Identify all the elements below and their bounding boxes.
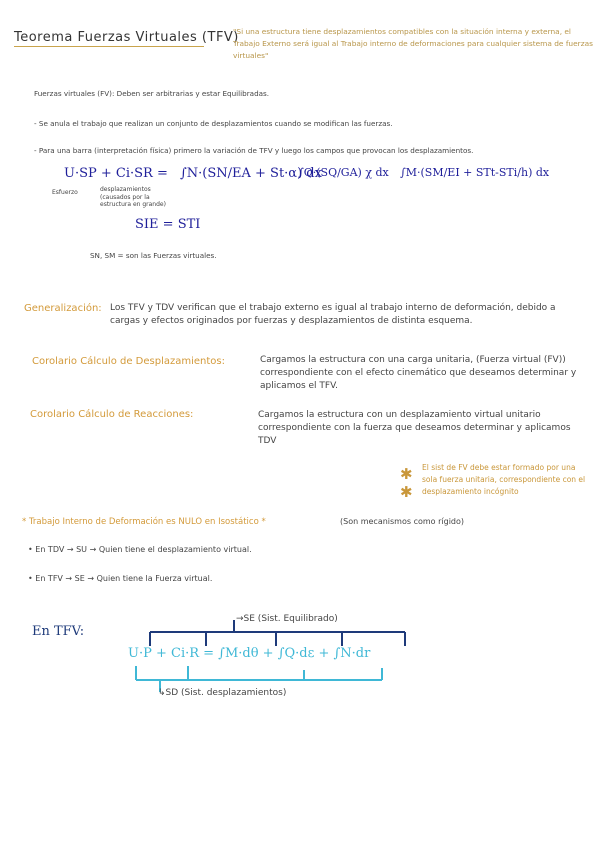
generalization-text: Los TFV y TDV verifican que el trabajo externo es igual al trabajo interno de deformación, debido a cargas y efectos originados por fuerzas y desplazamientos de distinta esquema. [110, 303, 556, 326]
work-heading: * Trabajo Interno de Deformación es NULO en Isostático * [22, 517, 266, 527]
side-note: El sist de FV debe estar formado por una sola fuerza unitaria, correspondiente con el desplazamiento incógnito [422, 463, 586, 496]
se-bracket-label: →SE (Sist. Equilibrado) [236, 614, 338, 624]
sd-bracket-label: ↳SD (Sist. desplazamientos) [158, 688, 287, 698]
formula-left: U·SP + Ci·SR = [64, 166, 168, 181]
virtual-forces-note: SN, SM = son las Fuerzas virtuales. [90, 251, 217, 260]
title-underline [14, 46, 204, 47]
theorem-quote: "Si una estructura tiene desplazamientos compatibles con la situación interna y externa, el Trabajo Externo será igual al Trabajo interno de deformaciones para cualquier sistema de fuerzas virtuales" [233, 27, 593, 60]
work-heading-note: (Son mecanismos como rígido) [340, 517, 465, 526]
corollary-displacements-label: Corolario Cálculo de Desplazamientos: [32, 356, 226, 367]
formula-term-3: ∫M·(SM/EI + STt-STi/h) dx [400, 166, 550, 179]
corollary-displacements-text: Cargamos la estructura con una carga unitaria, (Fuerza virtual (FV)) correspondiente con el efecto cinemático que deseamos determinar y aplicamos el TFV. [260, 355, 577, 391]
formula-annotation-left: Esfuerzo [52, 189, 78, 196]
generalization-label: Generalización: [24, 303, 102, 314]
formula-annotation-mid: desplazamientos [100, 186, 151, 193]
formula-annotation-mid-2: (causados por la estructura en grande) [100, 194, 166, 208]
work-line-tdv: • En TDV → SU → Quien tiene el desplazamiento virtual. [28, 545, 252, 554]
intro-line-3: - Para una barra (interpretación física) primero la variación de TFV y luego los campos que provocan los desplazamientos. [34, 146, 474, 155]
star-icon-1: ✱ [400, 465, 413, 483]
intro-line-2: - Se anula el trabajo que realizan un conjunto de desplazamientos cuando se modifican las fuerzas. [34, 119, 393, 128]
corollary-reactions-label: Corolario Cálculo de Reacciones: [30, 409, 194, 420]
corollary-reactions-text: Cargamos la estructura con un desplazamiento virtual unitario correspondiente con la fuerza que deseamos determinar y aplicamos TDV [258, 410, 571, 446]
star-icon-2: ✱ [400, 483, 413, 501]
page-title: Teorema Fuerzas Virtuales (TFV) [14, 30, 239, 45]
formula-term-1: ∫N·(SN/EA + St·α) dx [180, 166, 322, 181]
work-line-tfv: • En TFV → SE → Quien tiene la Fuerza virtual. [28, 574, 213, 583]
en-tfv-formula: U·P + Ci·R = ∫M·dθ + ∫Q·dε + ∫N·dr [128, 646, 371, 661]
se-bracket [150, 620, 405, 646]
formula-term-2: ∫Q·(SQ/GA) χ dx [298, 166, 389, 179]
intro-line-1: Fuerzas virtuales (FV): Deben ser arbitrarias y estar Equilibradas. [34, 89, 270, 98]
en-tfv-label: En TFV: [32, 624, 85, 639]
sie-equals-sti: SIE = STI [135, 217, 201, 232]
